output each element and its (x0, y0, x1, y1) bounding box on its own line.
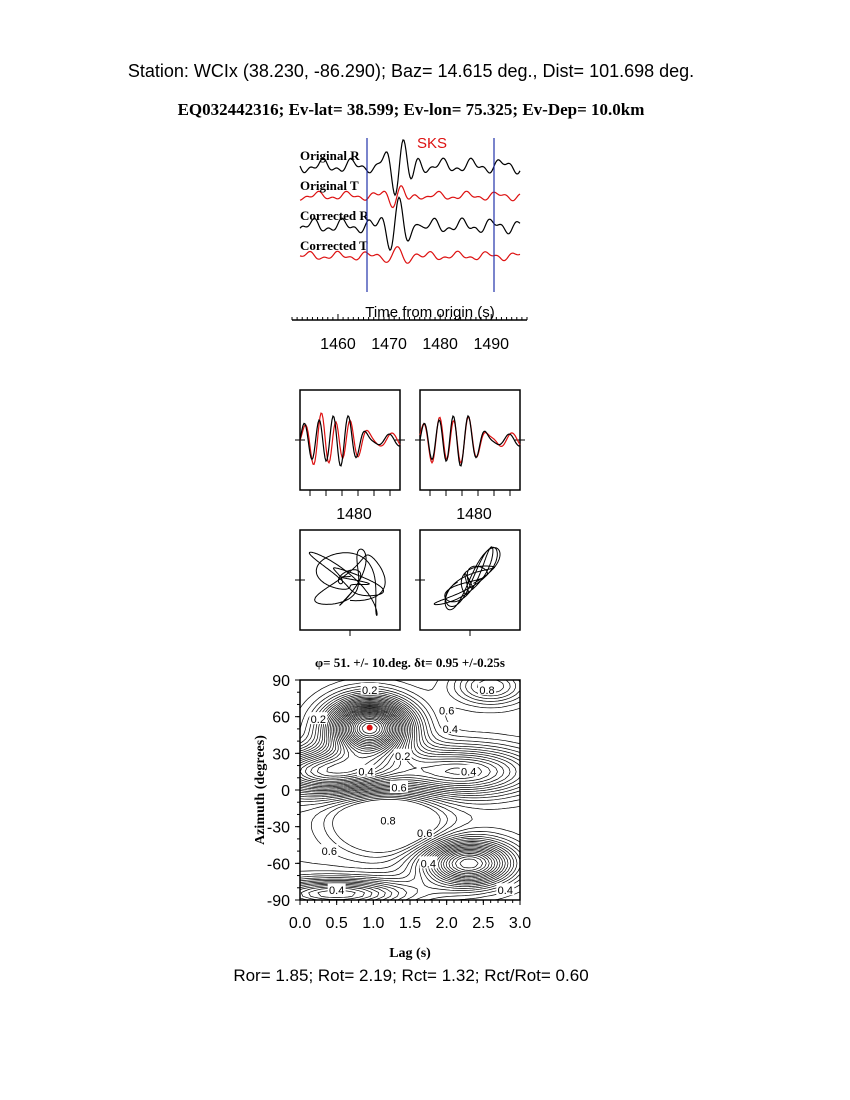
phase-label: SKS (416, 135, 448, 152)
x-tick-label: 0.5 (325, 915, 348, 932)
contour-x-axis-label: Lag (s) (389, 946, 431, 961)
contour-label: 0.8 (380, 815, 396, 828)
event-info-line: EQ032442316; Ev-lat= 38.599; Ev-lon= 75.325; Ev-Dep= 10.0km (177, 100, 645, 119)
overlay-waveforms (295, 413, 525, 496)
particle-motion-curves (295, 547, 500, 636)
x-tick-label: 3.0 (508, 915, 532, 932)
ratio-summary: Ror= 1.85; Rot= 2.19; Rct= 1.32; Rct/Rot= 0.60 (233, 966, 589, 985)
trace-label: Original T (300, 178, 359, 193)
contour-label: 0.4 (329, 885, 345, 898)
pm-curve-original (309, 549, 385, 615)
waveform-overlay-panel (295, 390, 525, 523)
trace-label: Corrected R (300, 208, 369, 223)
contour-y-axis-label: Azimuth (degrees) (253, 735, 268, 845)
trace-label: Original R (300, 148, 360, 163)
time-tick-label: 1490 (473, 336, 510, 353)
contour-label: 0.6 (321, 846, 337, 859)
y-tick-label: -90 (266, 893, 290, 910)
time-axis-label: Time from origin (s) (365, 304, 495, 321)
contour-isolines (300, 680, 520, 900)
contour-label: 0.4 (420, 858, 436, 871)
y-tick-label: -30 (266, 819, 290, 837)
contour-label: 0.6 (391, 782, 407, 795)
contour-title: φ= 51. +/- 10.deg. δt= 0.95 +/-0.25s (314, 655, 506, 670)
contour-panel (253, 655, 531, 961)
x-tick-label: 2.5 (472, 915, 495, 932)
trace-label: Corrected T (300, 238, 368, 253)
overlay-time-label-right: 1480 (456, 506, 492, 523)
y-tick-label: 90 (272, 673, 290, 690)
contour-label: 0.2 (395, 750, 411, 763)
particle-motion-panel (295, 530, 520, 636)
waveform-overlay-original-frame (300, 390, 400, 490)
x-tick-label: 2.0 (435, 915, 458, 932)
contour-label: 0.6 (417, 827, 433, 840)
best-fit-marker (367, 725, 373, 731)
contour-label: 0.4 (358, 766, 374, 779)
time-tick-label: 1460 (320, 336, 356, 353)
y-tick-label: 0 (281, 783, 290, 800)
contour-label: 0.2 (362, 684, 378, 697)
contour-lines (300, 680, 520, 900)
overlay-black-corrected (420, 416, 520, 466)
y-tick-label: 30 (272, 746, 290, 764)
contour-label: 0.4 (442, 723, 458, 736)
contour-label: 0.6 (439, 705, 455, 718)
waveform-overlay-corrected-frame (420, 390, 520, 490)
x-tick-label: 1.5 (398, 915, 422, 932)
contour-label: 0.4 (461, 766, 477, 779)
y-tick-label: 60 (272, 709, 290, 727)
contour-label: 0.8 (479, 684, 495, 697)
seismogram-panel (292, 135, 527, 353)
time-tick-label: 1480 (422, 336, 458, 353)
contour-label: 0.2 (310, 714, 326, 727)
y-tick-label: -60 (266, 856, 290, 874)
contour-label: 0.4 (497, 885, 513, 898)
x-tick-label: 0.0 (288, 915, 312, 932)
particle-motion-corrected-frame (420, 530, 520, 630)
time-tick-label: 1470 (371, 336, 407, 353)
x-tick-label: 1.0 (362, 915, 385, 932)
overlay-time-label-left: 1480 (336, 506, 372, 523)
pm-curve-corrected (434, 547, 500, 610)
trace-labels (300, 148, 369, 253)
station-info-line: Station: WCIx (38.230, -86.290); Baz= 14.615 deg., Dist= 101.698 deg. (127, 61, 695, 81)
